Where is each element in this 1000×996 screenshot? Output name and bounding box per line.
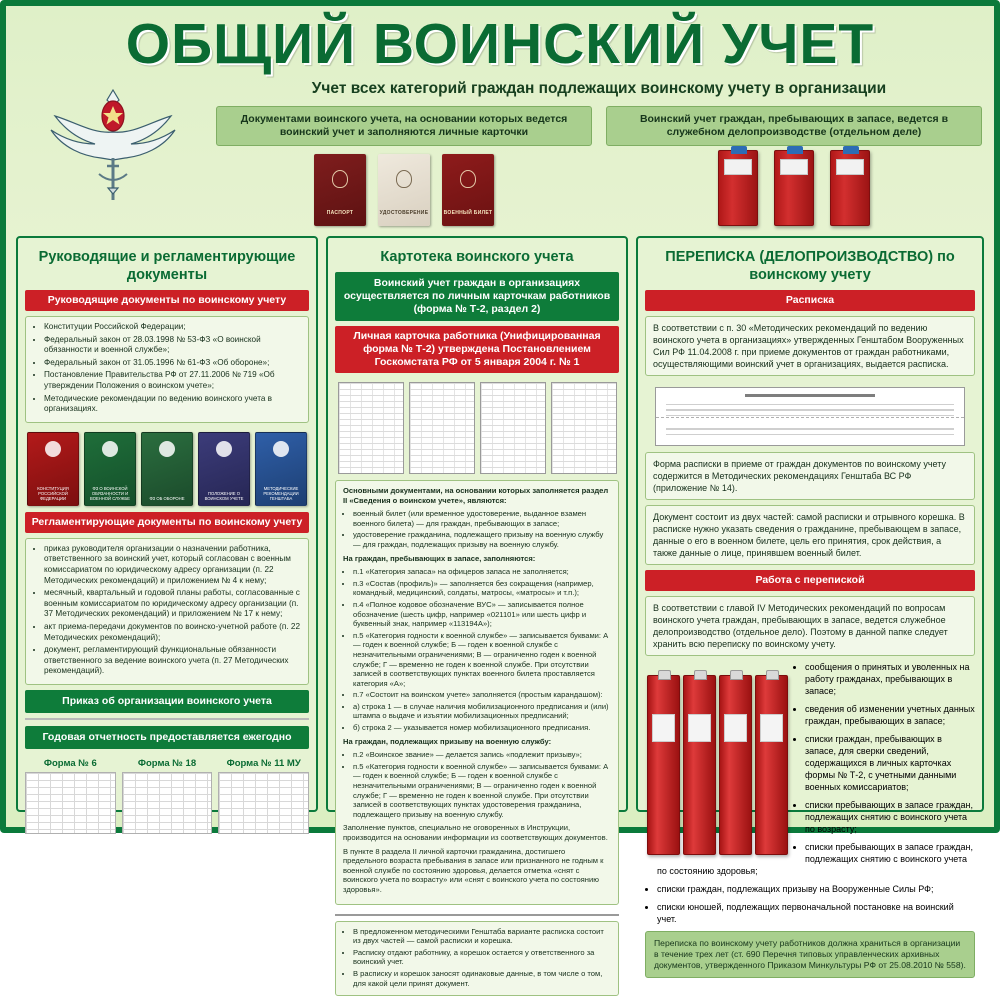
book-methodical-recommendations [255,432,307,506]
list-item: • Федеральный закон от 31.05.1996 № 61-ФЗ «Об обороне»; [44,358,301,369]
folder-icon [830,150,870,226]
passport-image [314,154,366,226]
header-row [6,76,994,232]
folder-icon [719,675,752,855]
emblem-box [18,78,208,226]
list-item: • Конституции Российской Федерации; [44,322,301,333]
folder-icon [683,675,716,855]
list-item: • списки юношей, подлежащих первоначальной постановке на воинский учет. [657,901,975,925]
certificate-image [378,154,430,226]
col3-para-4: В соответствии с главой IV Методических рекомендаций по вопросам воинского учета граждан, пребывающих в запасе, ведется служебное делопроизводство (отдельное дело). Поэтому в данной папке следует хранить всю переписку по воинскому учету. [645,596,975,656]
header-card-left-title: Документами воинского учета, на основании которых ведется воинский учет и заполняются личные карточки [216,106,592,146]
list-item: • удостоверение гражданина, подлежащего призыву на военную службу — для граждан, подлежащих призыву на военную службу. [353,530,611,549]
form-thumbnail [122,772,213,834]
t2-card-page [551,382,617,474]
folder-images [606,150,982,226]
column-card-index [326,236,628,988]
military-id-image [442,154,494,226]
col1-green-bar-1: Приказ об организации воинского учета [25,690,309,713]
col2-main-text [335,480,619,905]
col2-note-1: Заполнение пунктов, специально не оговоренных в Инструкции, производится на основании информации из соответствующих документов. [343,823,608,842]
book-title: ПОЛОЖЕНИЕ О ВОИНСКОМ УЧЕТЕ [204,490,244,501]
content-columns [6,232,994,988]
header-card-folders [606,106,982,226]
list-item: • п.5 «Категория годности к военной службе» — записывается буквами: А — годен к военной службе; Б — годен к военной службе с незначительными ограничениями; В — ограниченно годен к военной службе; Г — временно не годен к военной службе. При отсутствии записей в соответствующих пунктах военного билета проставляется категория «А»; [353,631,611,689]
law-books-images [25,432,309,506]
col1-green-bar-2: Годовая отчетность предоставляется ежегодно [25,726,309,749]
receipt-document-image [655,387,965,446]
col2-sub2-title: На граждан, подлежащих призыву на военную службу: [343,736,552,746]
col2-red-bar: Личная карточка работника (Унифицированная форма № Т-2) утверждена Постановлением Госкомстата РФ от 5 января 2004 г. № 1 [335,326,619,373]
coat-of-arms-icon [45,441,61,457]
t2-card-images [335,382,619,474]
col2-intro: Основными документами, на основании которых заполняется раздел II «Сведения о воинском учете», являются: [343,486,609,505]
book-title: ФЗ О ВОИНСКОЙ ОБЯЗАННОСТИ И ВОЕННОЙ СЛУЖБЕ [90,485,130,501]
header-card-documents [216,106,592,226]
list-item: • Расписку отдают работнику, а корешок остается у ответственного за воинский учет. [353,948,611,967]
col2-sub1-title: На граждан, пребывающих в запасе, заполняются: [343,553,536,563]
list-item: • сообщения о принятых и уволенных на работу гражданах, пребывающих в запасе; [657,661,975,697]
book-title: МЕТОДИЧЕСКИЕ РЕКОМЕНДАЦИИ ГЕНШТАБА [263,485,299,501]
folder-icon [755,675,788,855]
document-images [216,154,592,226]
col2-green-bar: Воинский учет граждан в организациях осуществляется по личным карточкам работников (форма № Т-2, раздел 2) [335,272,619,321]
col3-heading: ПЕРЕПИСКА (ДЕЛОПРОИЗВОДСТВО) по воинскому учету [665,249,955,283]
col1-heading: Руководящие и регламентирующие документы [38,249,296,283]
book-defense-law [141,432,193,506]
col2-heading: Картотека воинского учета [380,249,574,265]
list-item: • сведения об изменении учетных данных граждан, пребывающих в запасе; [657,703,975,727]
coat-of-arms-icon [396,170,412,188]
form-11mu [218,758,309,834]
list-item: • военный билет (или временное удостоверение, выданное взамен военного билета) — для граждан, пребывающих в запасе; [353,509,611,528]
book-title: ФЗ ОБ ОБОРОНЕ [149,495,185,501]
list-item: • а) строка 1 — в случае наличия мобилизационного предписания и (или) штампа о выдаче и изъятии мобилизационных предписаний; [353,702,611,721]
list-item: • п.5 «Категория годности к военной службе» — записывается буквами: А — годен к военной службе; Б — годен к военной службе с незначительными ограничениями; В — ограниченно годен к военной службе; Г — временно не годен к военной службе. При отсутствии записей в соответствующих пунктах удостоверения гражданина, подлежащего призыву на военную службу. [353,762,611,820]
col3-red-bar-1: Расписка [645,290,975,311]
passport-label: ПАСПОРТ [326,210,354,216]
coat-of-arms-icon [332,170,348,188]
list-item: • месячный, квартальный и годовой планы работы, согласованные с военным комиссариатом по юридическому адресу организации (п. 37 Методических рекомендаций) и приложением № 17 к нему; [44,588,301,620]
col3-para-1: В соответствии с п. 30 «Методических рекомендаций по ведению воинского учета в организациях» утвержденных Генштабом Вооруженных Сил РФ 11.04.2008 г. при приеме документов от граждан работниками, осуществляющими воинский учет в организациях, выдается расписка. [645,316,975,376]
coat-of-arms-icon [159,441,175,457]
coat-of-arms-icon [460,170,476,188]
col3-bullets-block [645,661,975,931]
archive-folders-image [647,665,797,855]
military-id-label: ВОЕННЫЙ БИЛЕТ [443,210,493,216]
list-item: • п.2 «Воинское звание» — делается запись «подлежит призыву»; [353,750,611,760]
list-item: • списки граждан, пребывающих в запасе, для сверки сведений, содержащихся в личных карточках формы № Т-2, с учетными данными военных комиссариатов; [657,733,975,793]
book-registration-regulation [198,432,250,506]
list-item: • Методические рекомендации по ведению воинского учета в организациях. [44,394,301,415]
col1-list-2 [25,538,309,685]
list-item: • п.3 «Состав (профиль)» — заполняется без сокращения (например, командный, медицинский, солдаты, матросы, «матросы» и т.п.); [353,579,611,598]
page-title: ОБЩИЙ ВОИНСКИЙ УЧЕТ [125,12,875,76]
folder-icon [647,675,680,855]
list-item: • п.7 «Состоит на воинском учете» заполняется (простым карандашом): [353,690,611,700]
header-intro [216,78,982,226]
certificate-label: УДОСТОВЕРЕНИЕ [379,210,429,216]
list-item: • Постановление Правительства РФ от 27.11.2006 № 719 «Об утверждении Положения о воинском учете»; [44,370,301,391]
book-title: КОНСТИТУЦИЯ РОССИЙСКОЙ ФЕДЕРАЦИИ [37,485,69,501]
annual-report-forms [25,758,309,834]
form-label: Форма № 6 [43,757,97,769]
col1-red-bar-1: Руководящие документы по воинскому учету [25,290,309,311]
list-item: • п.4 «Полное кодовое обозначение ВУС» — записывается полное обозначение (шесть цифр, например «021101» или шесть цифр и буквенный знак, например «113194А»); [353,600,611,629]
receipt-form-image [335,914,619,916]
form-18 [122,758,213,834]
order-document-image [25,718,309,720]
list-item: • приказ руководителя организации о назначении работника, ответственного за воинский учет, который согласован с военным комиссариатом по юридическому адресу организации (п. 22 Методических рекомендаций) и приложением № 4 к нему; [44,544,301,586]
book-military-duty-law [84,432,136,506]
form-label: Форма № 18 [137,757,197,769]
form-thumbnail [218,772,309,834]
form-6 [25,758,116,834]
list-item: • документ, регламентирующий функциональные обязанности ответственного за ведение воинского учета (п. 27 Методических рекомендаций). [44,645,301,677]
military-emblem-icon [33,82,193,210]
folder-icon [774,150,814,226]
list-item: • списки пребывающих в запасе граждан, подлежащих снятию с воинского учета по состоянию здоровья; [657,841,975,877]
poster-header [6,6,994,76]
col3-bottom-note: Переписка по воинскому учету работников должна храниться в организации в течение трех лет (ст. 690 Перечня типовых управленческих архивных документов, утвержденного Приказом Минкультуры РФ от 25.08.2010 № 558). [645,931,975,978]
col3-para-2: Форма расписки в приеме от граждан документов по воинскому учету содержится в Методических рекомендациях Генштаба ВС РФ (приложение № 14). [645,452,975,500]
column-correspondence [636,236,984,970]
t2-card-page [409,382,475,474]
coat-of-arms-icon [273,441,289,457]
list-item: • п.1 «Категория запаса» на офицеров запаса не заполняется; [353,567,611,577]
col1-list-1 [25,316,309,423]
col3-para-3: Документ состоит из двух частей: самой расписки и отрывного корешка. В расписке нужно указать сведения о гражданине, пребывающем в запасе, данные о его в военном билете, цель его принятия, срок действия, а также данные о лице, принявшем военный билет. [645,505,975,565]
form-thumbnail [25,772,116,834]
t2-card-page [480,382,546,474]
t2-card-page [338,382,404,474]
column-guiding-documents [16,236,318,812]
form-label: Форма № 11 МУ [226,757,301,769]
list-item: • списки граждан, подлежащих призыву на Вооруженные Силы РФ; [657,883,975,895]
coat-of-arms-icon [102,441,118,457]
list-item: • В предложенном методическими Генштаба варианте расписка состоит из двух частей — самой расписки и корешка. [353,927,611,946]
list-item: • В расписку и корешок заносят одинаковые данные, в том числе о том, для какой цели принят документ. [353,969,611,988]
col2-bottom-list [335,921,619,996]
col1-red-bar-2: Регламентирующие документы по воинскому учету [25,512,309,533]
col3-red-bar-2: Работа с перепиской [645,570,975,591]
book-constitution [27,432,79,506]
list-item: • Федеральный закон от 28.03.1998 № 53-ФЗ «О воинской обязанности и военной службе»; [44,335,301,356]
coat-of-arms-icon [216,441,232,457]
header-subtitle: Учет всех категорий граждан подлежащих воинскому учету в организации [311,80,887,97]
list-item: • списки пребывающих в запасе граждан, подлежащих снятию с воинского учета по возрасту; [657,799,975,835]
folder-icon [718,150,758,226]
list-item: • б) строка 2 — указывается номер мобилизационного предписания. [353,723,611,733]
header-card-right-title: Воинский учет граждан, пребывающих в запасе, ведется в служебном делопроизводстве (отдельном деле) [606,106,982,146]
list-item: • акт приема-передачи документов по воинско-учетной работе (п. 22 Методических рекомендаций); [44,622,301,643]
col2-note-2: В пункте 8 раздела II личной карточки гражданина, достигшего предельного возраста пребывания в запасе или признанного не годным к военной службе по состоянию здоровья, делается отметка «снят с воинского учета по возрасту» или «снят с воинского учета по состоянию здоровья». [343,846,604,894]
